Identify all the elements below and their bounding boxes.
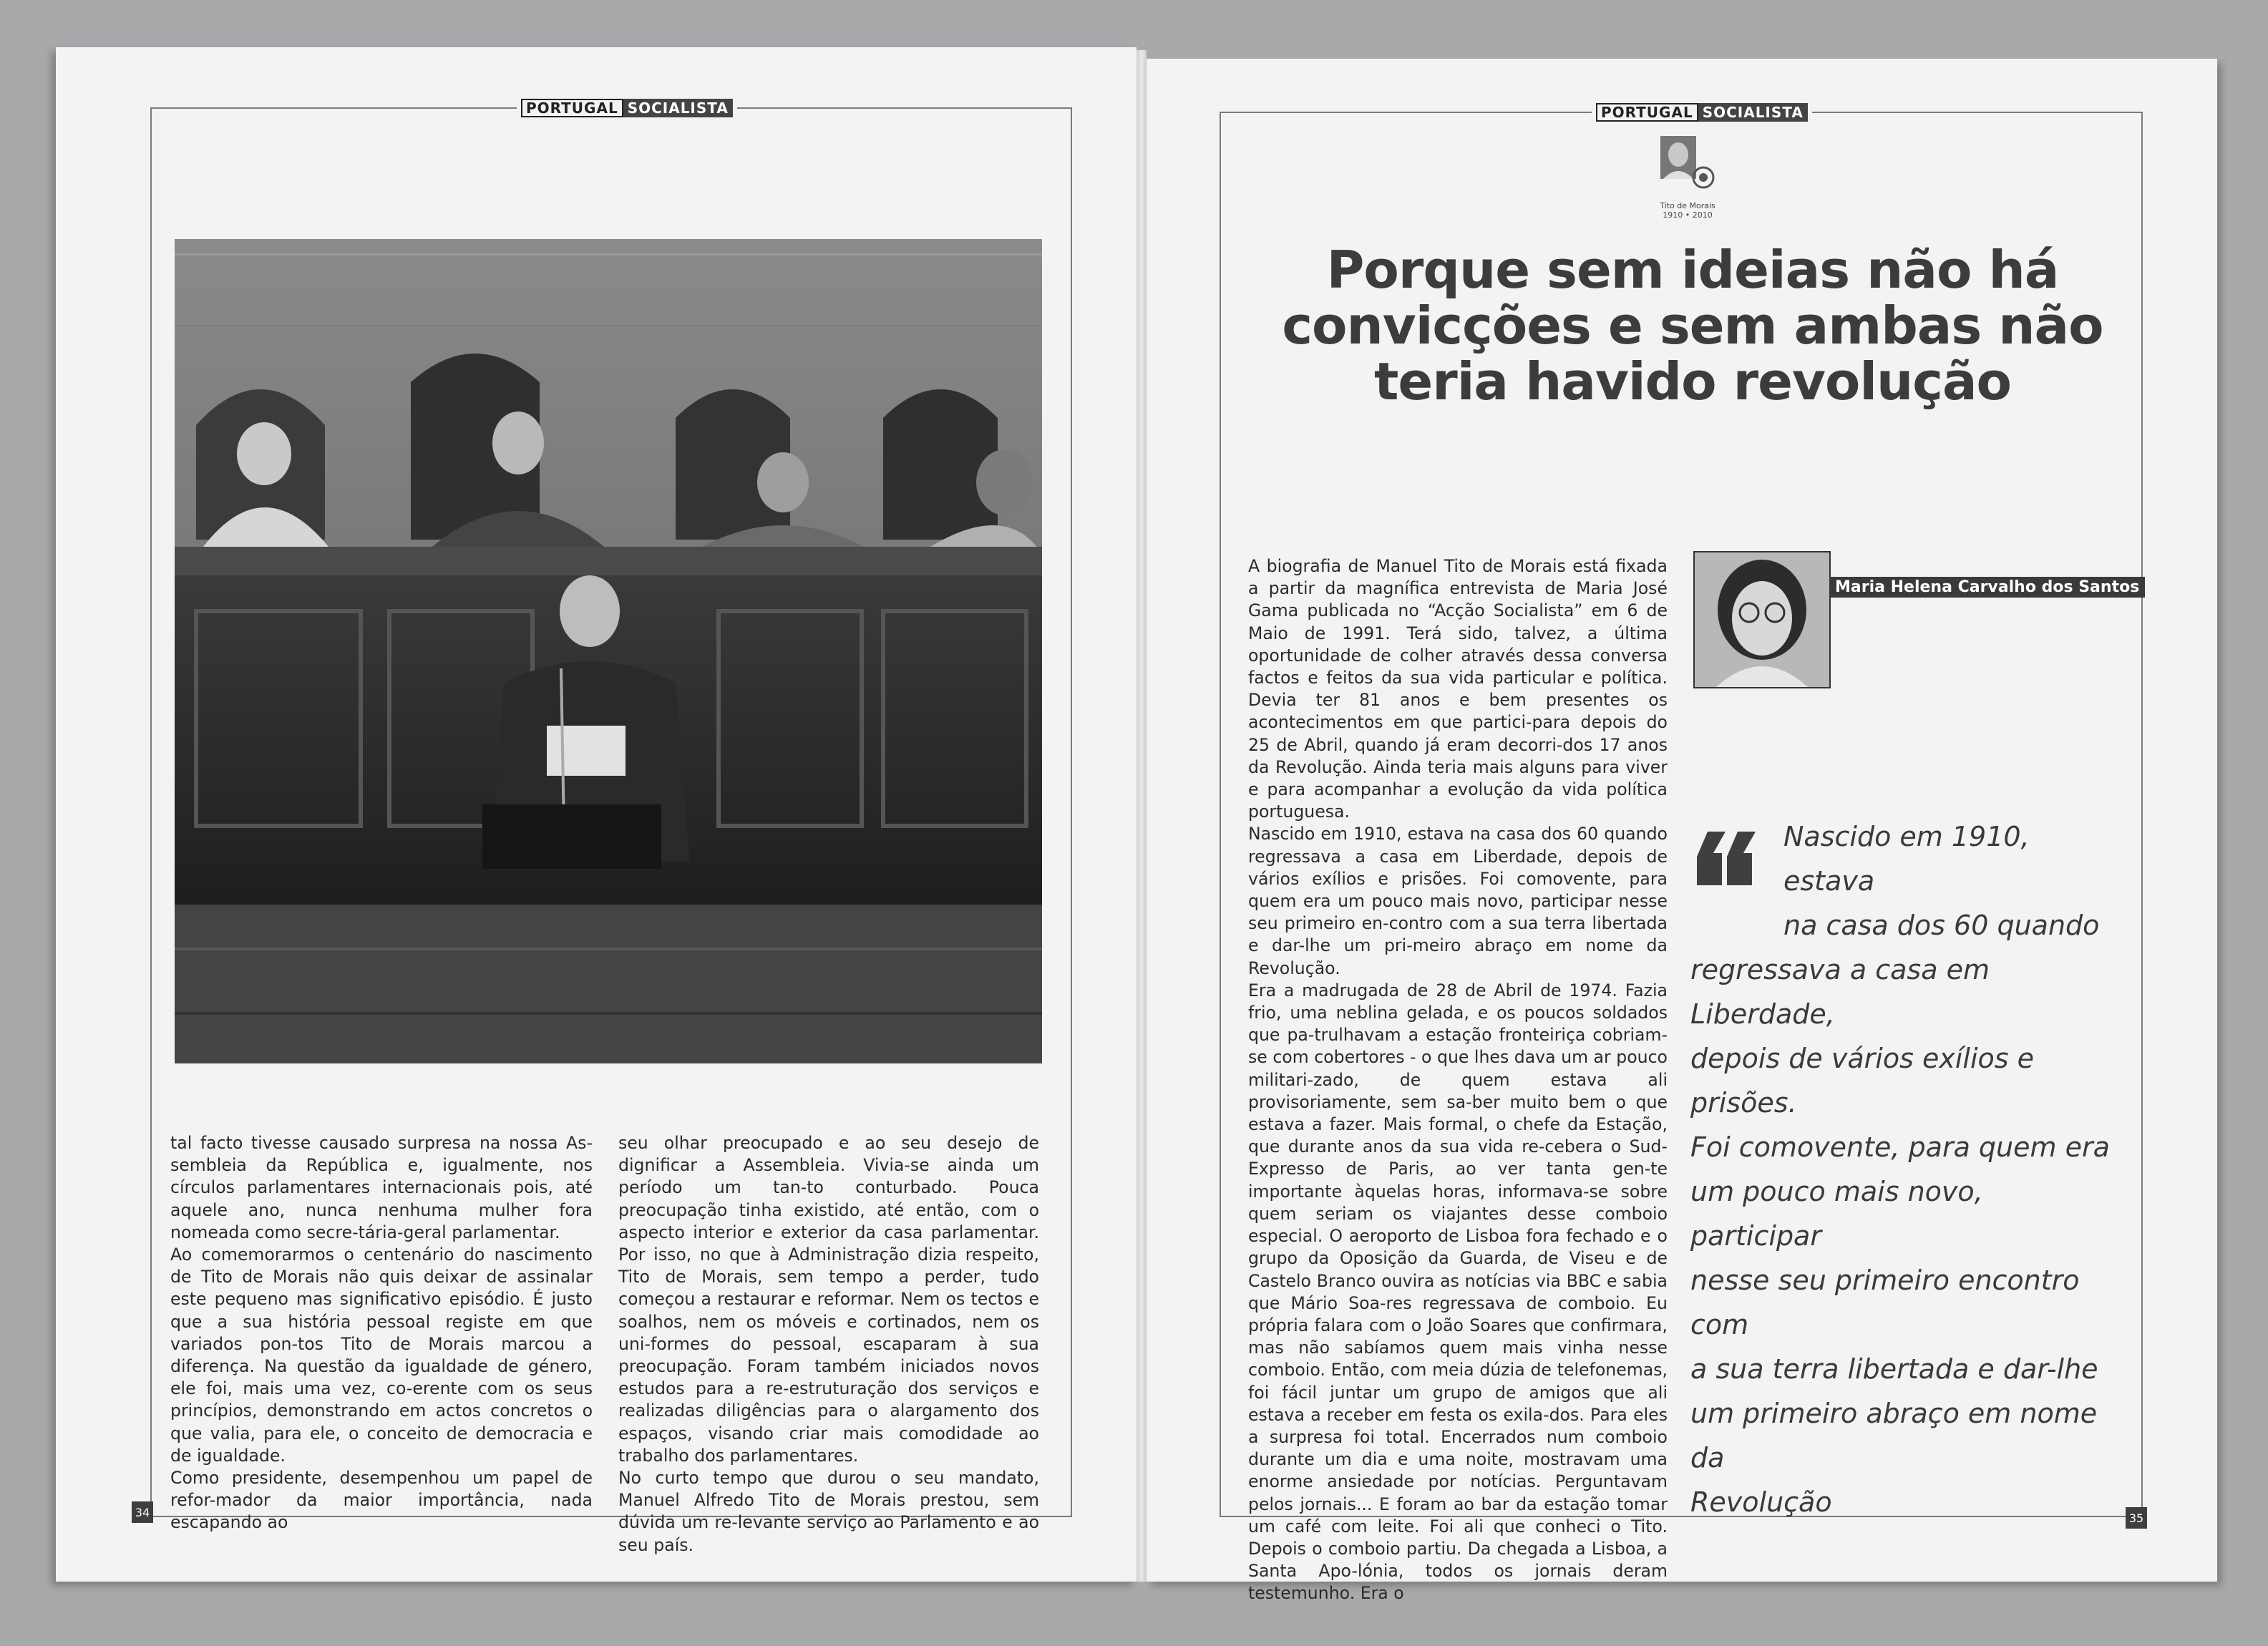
centenary-logo <box>1659 135 1716 229</box>
author-byline: Maria Helena Carvalho dos Santos <box>1829 577 2145 598</box>
pull-quote-line: nesse seu primeiro encontro com <box>1690 1265 2080 1340</box>
pull-quote-line: na casa dos 60 quando <box>1783 910 2100 941</box>
masthead-portugal: PORTUGAL <box>1596 103 1698 122</box>
author-portrait <box>1693 551 1831 688</box>
pull-quote-line: Revolução <box>1690 1486 1832 1518</box>
spine-gutter <box>1137 50 1147 1582</box>
parliament-photo <box>175 239 1042 1063</box>
pull-quote-line: um primeiro abraço em nome da <box>1690 1398 2098 1474</box>
paragraph: tal facto tivesse causado surpresa na nossa As-sembleia da República e, igualmente, nos círculos parlamentares internacionais pois, até aquele ano, nunca nenhuma mulher fora nomeada como secre-tária-geral parlamentar. <box>170 1133 593 1242</box>
left-column-1 <box>170 1132 593 1534</box>
paragraph: A biografia de Manuel Tito de Morais está fixada a partir da magnífica entrevista de Maria José Gama publicada no “Acção Socialista” em 6 de Maio de 1991. Terá sido, talvez, a última oportunidade de colher através dessa conversa factos e feitos da sua vida particular e política. Devia ter 81 anos e bem presentes os acontecimentos em que partici-para depois do 25 de Abril, quando já eram decorri-dos 17 anos da Revolução. Ainda teria mais alguns para viver e para acompanhar a evolução da vida política portuguesa. <box>1248 556 1668 822</box>
headline-line: teria havido revolução <box>1373 351 2012 412</box>
tito-de-morais-emblem-icon <box>1659 135 1716 199</box>
pull-quote-line: Foi comovente, para quem era <box>1690 1131 2110 1163</box>
paragraph: Ao comemorarmos o centenário do nascimento de Tito de Morais não quis deixar de assinalar este pequeno mas significativo episódio. É justo que a sua história pessoal registe em que variados pon-tos Tito de Morais marcou a diferença. Na questão da igualdade de género, ele foi, mais uma vez, co-erente com os seus princípios, demonstrando em actos concretos o que valia, para ele, o conceito de democracia e de igualdade. <box>170 1245 593 1466</box>
left-column-2 <box>618 1132 1039 1557</box>
paragraph: Nascido em 1910, estava na casa dos 60 quando regressava a casa em Liberdade, depois de vários exílios e prisões. Foi comovente, para quem era um pouco mais novo, participar nesse seu primeiro en-contro com a sua terra libertada e dar-lhe um pri-meiro abraço em nome da Revolução. <box>1248 824 1668 978</box>
left-page-number: 34 <box>132 1501 153 1523</box>
paragraph: Era a madrugada de 28 de Abril de 1974. Fazia frio, uma neblina gelada, e os poucos soldados que pa-trulhavam a estação fronteiriça cobriam-se com cobertores - o que lhes dava um ar pouco militari-zado, de quem estava ali provisoriamente, sem sa-ber muito bem o que estava a fazer. Mais formal, o chefe da Estação, que durante anos da sua vida re-cebera o Sud-Expresso de Paris, ao ver tanta gen-te importante àquelas horas, informava-se sobre quem seriam os viajantes desse comboio especial. O aeroporto de Lisboa fora fechado e o grupo da Oposição da Guarda, de Viseu e de Castelo Branco ouvira as notícias via BBC e sabia que Mário Soa-res regressava de comboio. Eu própria falara com o João Soares que confirmara, mas não sabíamos quem mais vinha nesse comboio. Então, com meia dúzia de telefonemas, foi fácil juntar um grupo de amigos que ali estava a receber em festa os exila-dos. Para eles a surpresa foi total. Encerrados num comboio durante um dia e uma noite, mostravam uma enorme ansiedade por notícias. Perguntavam pelos jornais... E foram ao bar da estação tomar um café com leite. Foi ali que conheci o Tito. Depois o comboio partiu. Da chegada a Lisboa, a Santa Apo-lónia, todos os jornais deram testemunho. Era o <box>1248 980 1668 1604</box>
right-masthead <box>1592 103 1812 122</box>
pull-quote-line: Nascido em 1910, estava <box>1783 821 2030 897</box>
paragraph: No curto tempo que durou o seu mandato, Manuel Alfredo Tito de Morais prestou, sem dúvida um re-levante serviço ao Parlamento e ao seu país. <box>618 1468 1039 1555</box>
pull-quote-line: um pouco mais novo, participar <box>1690 1176 1983 1252</box>
masthead-socialista: SOCIALISTA <box>1698 103 1808 122</box>
pull-quote-line: a sua terra libertada e dar-lhe <box>1690 1353 2098 1385</box>
parliament-photo-illustration <box>175 239 1042 1063</box>
masthead-socialista: SOCIALISTA <box>623 99 733 117</box>
author-portrait-illustration <box>1695 552 1829 687</box>
pull-quote-line: depois de vários exílios e prisões. <box>1690 1043 2035 1119</box>
paragraph: Como presidente, desempenhou um papel de refor-mador da maior importância, nada escapando ao <box>170 1468 593 1533</box>
right-body-column <box>1248 555 1668 1605</box>
left-masthead <box>517 99 737 117</box>
paragraph: seu olhar preocupado e ao seu desejo de dignificar a Assembleia. Vivia-se ainda um período um tan-to conturbado. Pouca preocupação tinha existido, até então, com o aspecto interior e exterior da casa parlamentar. Por isso, no que à Administração dizia respeito, Tito de Morais, sem tempo a perder, tudo começou a restaurar e reformar. Nem os tectos e soalhos, nem os móveis e cortinados, nem os uni-formes do pessoal, escaparam à sua preocupação. Foram também iniciados novos estudos para a re-estruturação dos serviços e realizadas diligências para o alargamento dos espaços, visando criar mais comodidade ao trabalho dos parlamentares. <box>618 1133 1039 1466</box>
headline-line: convicções e sem ambas não <box>1282 296 2103 356</box>
masthead-portugal: PORTUGAL <box>521 99 623 117</box>
article-headline <box>1217 240 2169 412</box>
pull-quote-line: regressava a casa em Liberdade, <box>1690 954 1990 1030</box>
pull-quote <box>1690 814 2120 1524</box>
right-page-number: 35 <box>2126 1507 2147 1529</box>
headline-line: Porque sem ideias não há <box>1326 240 2059 300</box>
logo-years: 1910 • 2010 <box>1663 210 1713 220</box>
logo-name: Tito de Morais <box>1660 201 1715 210</box>
